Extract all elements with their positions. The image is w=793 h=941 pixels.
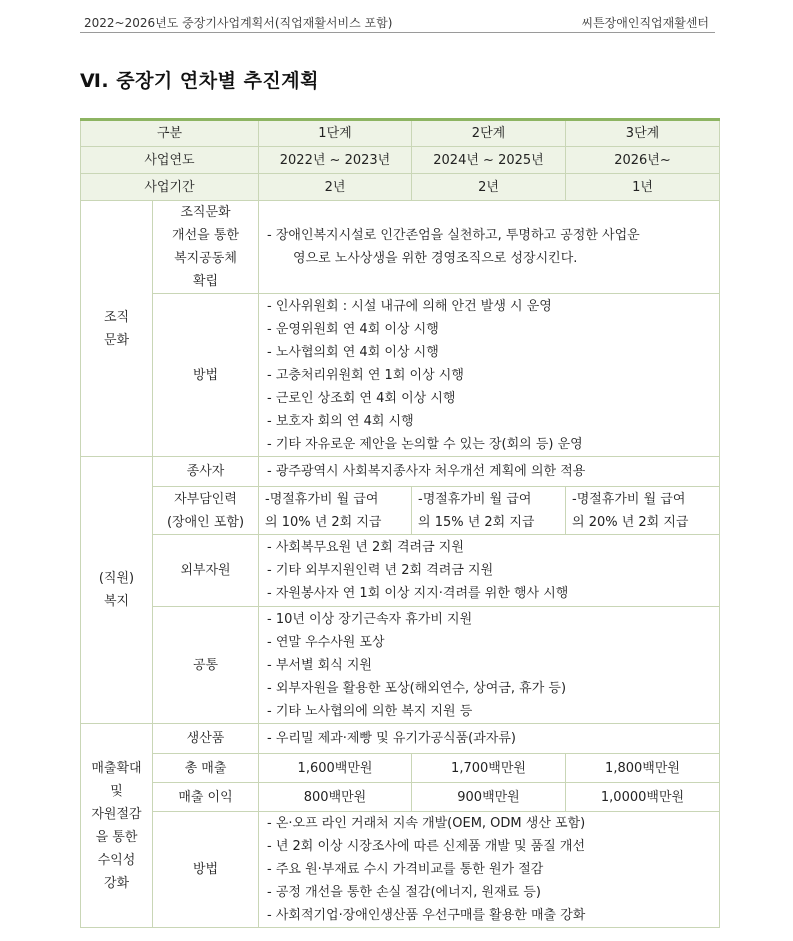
org-goal-row bbox=[81, 201, 720, 294]
common-row bbox=[81, 607, 720, 724]
period-1: 2년 bbox=[259, 174, 412, 201]
list-item: - 보호자 회의 연 4회 시행 bbox=[267, 413, 414, 429]
sales-method-label: 방법 bbox=[153, 812, 259, 928]
sales-method-list bbox=[259, 812, 720, 928]
list-item: - 자원봉사자 연 1회 이상 지지·격려를 위한 행사 시행 bbox=[267, 586, 569, 601]
selfpay-stage-1: -명절휴가비 월 급여 의 10% 년 2회 지급 bbox=[259, 487, 412, 535]
period-3: 1년 bbox=[566, 174, 720, 201]
products-label: 생산품 bbox=[153, 724, 259, 754]
list-item: - 인사위원회 : 시설 내규에 의해 안건 발생 시 운영 bbox=[267, 298, 552, 314]
list-item: - 사회적기업·장애인생산품 우선구매를 활용한 매출 강화 bbox=[267, 908, 586, 923]
selfpay-row bbox=[81, 487, 720, 535]
list-item: - 기타 노사협의에 의한 복지 지원 등 bbox=[267, 703, 473, 719]
document-title: 2022~2026년도 중장기사업계획서(직업재활서비스 포함) bbox=[84, 16, 393, 30]
period-2: 2년 bbox=[412, 174, 566, 201]
profit-2: 900백만원 bbox=[412, 783, 566, 812]
organization-name: 씨튼장애인직업재활센터 bbox=[581, 16, 709, 30]
total-sales-1: 1,600백만원 bbox=[259, 754, 412, 783]
list-item: - 고충처리위원회 연 1회 이상 시행 bbox=[267, 367, 464, 383]
header-label: 구분 bbox=[81, 120, 259, 147]
list-item: - 기타 외부지원인력 년 2회 격려금 지원 bbox=[267, 563, 494, 578]
common-list bbox=[259, 607, 720, 724]
list-item: - 공정 개선을 통한 손실 절감(에너지, 원재료 등) bbox=[267, 885, 541, 900]
list-item: - 온·오프 라인 거래처 지속 개발(OEM, ODM 생산 포함) bbox=[267, 816, 586, 831]
profit-label: 매출 이익 bbox=[153, 783, 259, 812]
org-method-list bbox=[259, 294, 720, 457]
sales-method-row bbox=[81, 812, 720, 928]
years-2: 2024년 ~ 2025년 bbox=[412, 147, 566, 174]
selfpay-stage-2: -명절휴가비 월 급여 의 15% 년 2회 지급 bbox=[412, 487, 566, 535]
list-item: - 10년 이상 장기근속자 휴가비 지원 bbox=[267, 611, 473, 627]
years-label: 사업연도 bbox=[81, 147, 259, 174]
common-label: 공통 bbox=[153, 607, 259, 724]
profit-row bbox=[81, 783, 720, 812]
list-item: - 연말 우수사원 포상 bbox=[267, 634, 385, 650]
header-divider bbox=[80, 32, 715, 33]
products-text: - 우리밀 제과·제빵 및 유기가공식품(과자류) bbox=[259, 724, 720, 754]
stage-2: 2단계 bbox=[412, 120, 566, 147]
list-item: - 부서별 회식 지원 bbox=[267, 657, 372, 673]
years-row bbox=[81, 147, 720, 174]
list-item: - 기타 자유로운 제안을 논의할 수 있는 장(회의 등) 운영 bbox=[267, 436, 583, 452]
years-1: 2022년 ~ 2023년 bbox=[259, 147, 412, 174]
years-3: 2026년~ bbox=[566, 147, 720, 174]
list-item: - 사회복무요원 년 2회 격려금 지원 bbox=[267, 540, 464, 555]
page-header bbox=[84, 10, 709, 32]
total-sales-2: 1,700백만원 bbox=[412, 754, 566, 783]
sales-category: 매출확대 및 자원절감 을 통한 수익성 강화 bbox=[81, 724, 153, 928]
total-sales-3: 1,800백만원 bbox=[566, 754, 720, 783]
external-label: 외부자원 bbox=[153, 535, 259, 607]
org-method-label: 방법 bbox=[153, 294, 259, 457]
external-row bbox=[81, 535, 720, 607]
list-item: - 근로인 상조회 연 4회 이상 시행 bbox=[267, 390, 456, 406]
products-row bbox=[81, 724, 720, 754]
period-label: 사업기간 bbox=[81, 174, 259, 201]
staff-row bbox=[81, 457, 720, 487]
stage-1: 1단계 bbox=[259, 120, 412, 147]
org-goal-text: - 장애인복지시설로 인간존엄을 실천하고, 투명하고 공정한 사업운 영으로 노사상생을 위한 경영조직으로 성장시킨다. bbox=[259, 201, 720, 294]
staff-label: 종사자 bbox=[153, 457, 259, 487]
plan-table bbox=[80, 118, 720, 928]
profit-1: 800백만원 bbox=[259, 783, 412, 812]
section-title: Ⅵ. 중장기 연차별 추진계획 bbox=[80, 70, 319, 92]
profit-3: 1,0000백만원 bbox=[566, 783, 720, 812]
total-sales-row bbox=[81, 754, 720, 783]
stage-header-row bbox=[81, 120, 720, 147]
list-item: - 주요 원·부재료 수시 가격비교를 통한 원가 절감 bbox=[267, 862, 544, 877]
org-method-row bbox=[81, 294, 720, 457]
org-category: 조직 문화 bbox=[81, 201, 153, 457]
list-item: - 운영위원회 연 4회 이상 시행 bbox=[267, 321, 439, 337]
welfare-category: (직원) 복지 bbox=[81, 457, 153, 724]
selfpay-stage-3: -명절휴가비 월 급여 의 20% 년 2회 지급 bbox=[566, 487, 720, 535]
period-row bbox=[81, 174, 720, 201]
staff-text: - 광주광역시 사회복지종사자 처우개선 계획에 의한 적용 bbox=[259, 457, 720, 487]
stage-3: 3단계 bbox=[566, 120, 720, 147]
selfpay-label: 자부담인력 (장애인 포함) bbox=[153, 487, 259, 535]
list-item: - 외부자원을 활용한 포상(해외연수, 상여금, 휴가 등) bbox=[267, 680, 567, 696]
external-list bbox=[259, 535, 720, 607]
list-item: - 노사협의회 연 4회 이상 시행 bbox=[267, 344, 439, 360]
list-item: - 년 2회 이상 시장조사에 따른 신제품 개발 및 품질 개선 bbox=[267, 839, 586, 854]
org-goal-label: 조직문화 개선을 통한 복지공동체 확립 bbox=[153, 201, 259, 294]
total-sales-label: 총 매출 bbox=[153, 754, 259, 783]
